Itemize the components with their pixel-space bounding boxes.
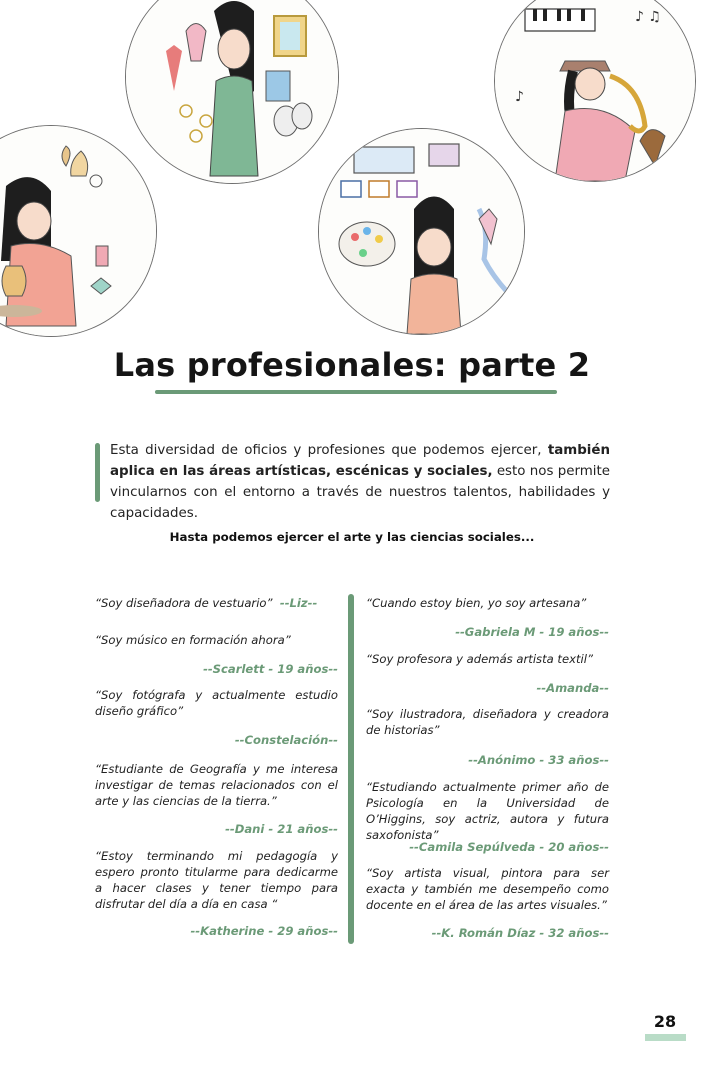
quote-text: “Soy artista visual, pintora para ser exacta y también me desempeño como docente en el área de las artes visuales.” (366, 866, 609, 912)
quote-text: “Cuando estoy bien, yo soy artesana” (366, 596, 587, 610)
intro-accent-bar (95, 443, 100, 502)
quote-author: --Katherine - 29 años-- (190, 924, 338, 938)
section-subheading: Hasta podemos ejercer el arte y las ciencias sociales... (169, 530, 535, 544)
intro-text-end: esto nos permite vincularnos con el entorno a través de nuestros talentos, habilidades y capacidades. (110, 464, 610, 521)
quote-text: “Estudiando actualmente primer año de Psicología en la Universidad de O’Higgins, soy actriz, autora y futura saxofonista” (366, 780, 609, 842)
costume-designer-drawing (126, 0, 338, 183)
quote-author: --K. Román Díaz - 32 años-- (431, 926, 609, 940)
intro-paragraph (110, 440, 610, 524)
quote-author: --Dani - 21 años-- (225, 822, 338, 836)
quote-text: “Soy músico en formación ahora” (95, 633, 291, 647)
svg-text:♪: ♪ (515, 89, 524, 105)
artisan-drawing (0, 126, 156, 336)
quote-text-liz: “Soy diseñadora de vestuario” (95, 596, 273, 610)
title-underline (155, 390, 557, 394)
intro-text-bold: también aplica en las áreas artísticas, escénicas y sociales, (110, 443, 610, 479)
quote-text (95, 595, 338, 611)
quote-author: --Anónimo - 33 años-- (468, 753, 609, 767)
quote-text: “Soy profesora y además artista textil” (366, 652, 593, 666)
quote-author: --Scarlett - 19 años-- (203, 662, 338, 676)
illustration-costume-designer (125, 0, 339, 184)
musician-drawing (495, 0, 695, 181)
left-quotes-column (95, 595, 338, 945)
quote-author-liz: --Liz-- (279, 596, 318, 610)
quote-author: --Constelación-- (234, 733, 338, 747)
quote-text: “Soy fotógrafa y actualmente estudio diseño gráfico” (95, 688, 338, 718)
illustration-illustrator (318, 128, 525, 335)
quote-author: --Camila Sepúlveda - 20 años-- (409, 840, 609, 854)
svg-text:♪ ♫: ♪ ♫ (635, 9, 661, 25)
page-number: 28 (653, 1012, 677, 1031)
illustration-artisan (0, 125, 157, 337)
page-number-bar (645, 1034, 686, 1041)
page-title: Las profesionales: parte 2 (113, 346, 591, 384)
quote-text: “Estudiante de Geografía y me interesa investigar de temas relacionados con el arte y las ciencias de la tierra.” (95, 762, 338, 808)
intro-text-start: Esta diversidad de oficios y profesiones que podemos ejercer, (110, 443, 548, 458)
right-quotes-column (366, 595, 609, 945)
column-divider (348, 594, 354, 944)
quote-text: “Soy ilustradora, diseñadora y creadora de historias” (366, 707, 609, 737)
illustrator-drawing (319, 129, 524, 334)
illustration-musician (494, 0, 696, 182)
quote-text: “Estoy terminando mi pedagogía y espero pronto titularme para dedicarme a hacer clases y tener tiempo para disfrutar del día a día en casa “ (95, 849, 338, 911)
quote-author: --Amanda-- (536, 681, 609, 695)
quote-author: --Gabriela M - 19 años-- (455, 625, 609, 639)
